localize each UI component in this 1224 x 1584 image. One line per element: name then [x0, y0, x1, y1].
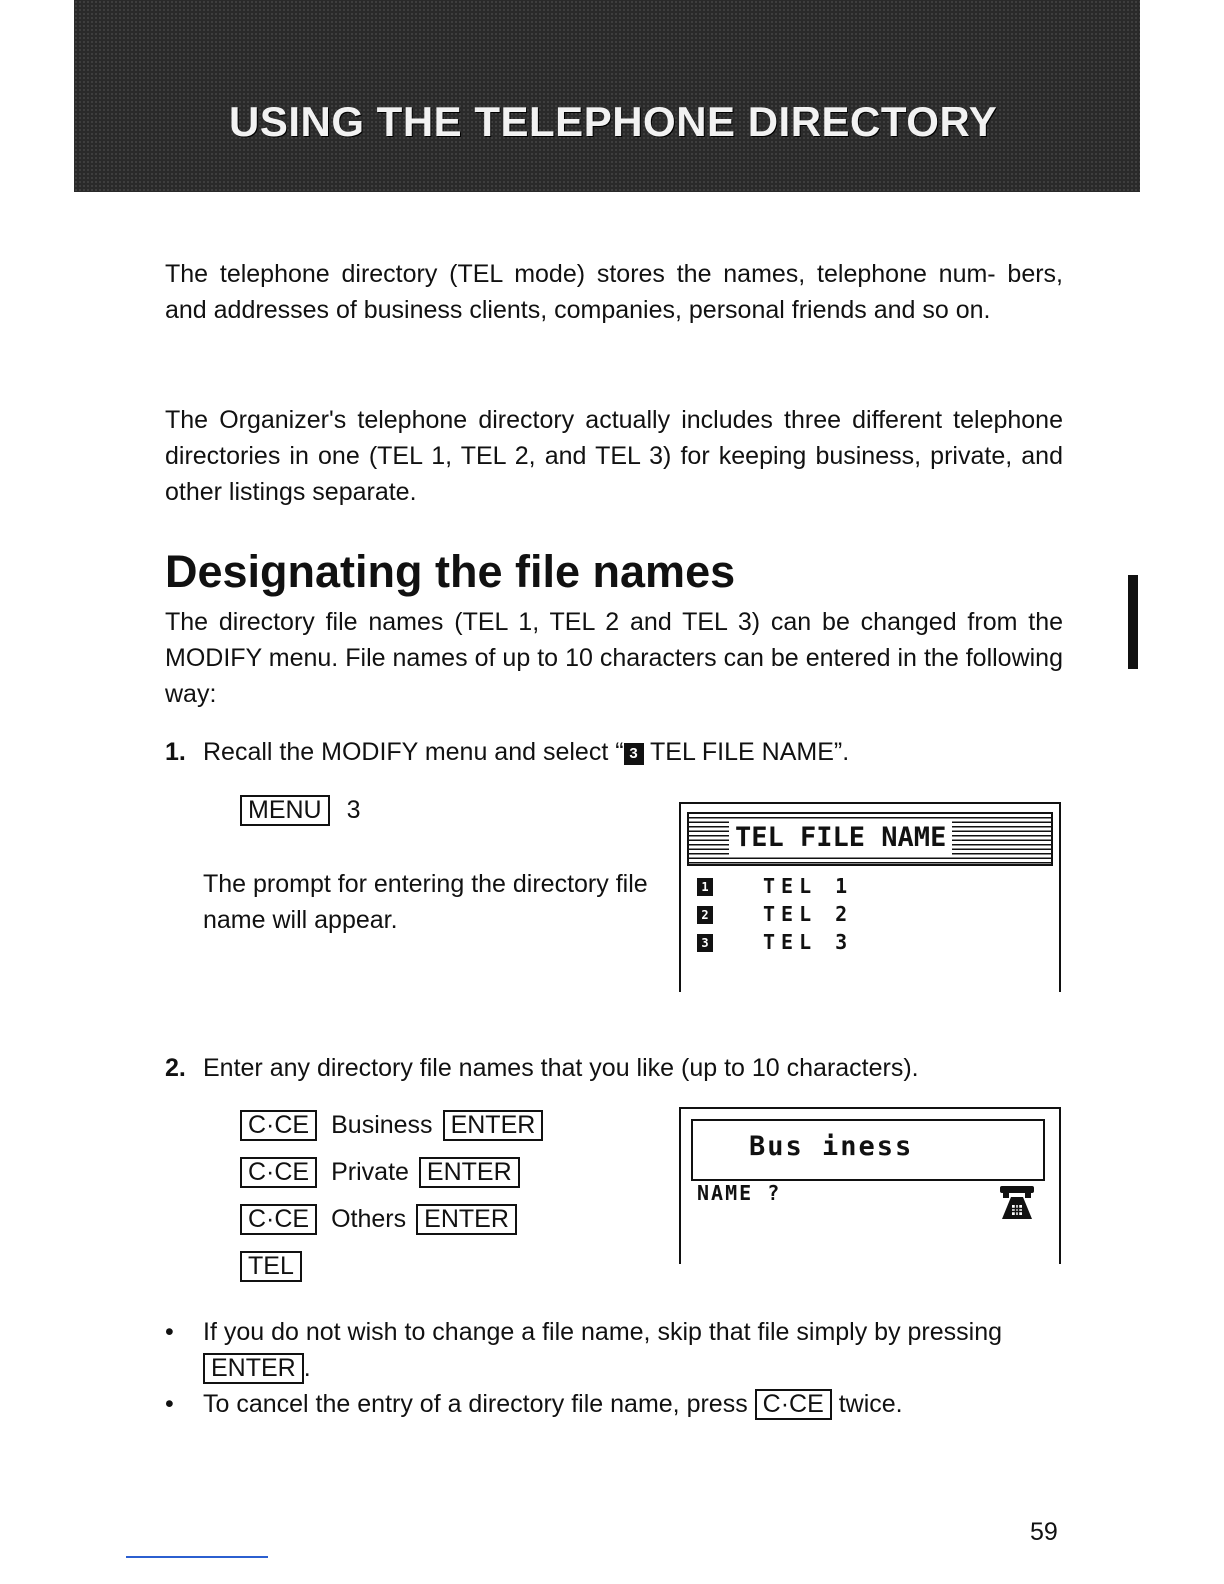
sequence-word: Private — [331, 1158, 409, 1186]
bullet-dot: • — [165, 1390, 174, 1418]
name-entry-screen — [679, 1107, 1061, 1264]
name-input-box — [691, 1119, 1045, 1181]
sequence-line-3 — [240, 1204, 517, 1235]
c-ce-key: C·CE — [240, 1110, 317, 1141]
screen-item-2 — [697, 902, 853, 928]
menu-value: 3 — [346, 796, 361, 824]
key-1-icon: 1 — [697, 878, 713, 896]
key-3-icon: 3 — [624, 743, 644, 765]
bullet-2-end: twice. — [838, 1390, 903, 1418]
step-1-text-before: Recall the MODIFY menu and select “ — [203, 738, 624, 766]
sequence-word: Business — [331, 1111, 433, 1139]
enter-key: ENTER — [443, 1110, 544, 1141]
screen-item-3 — [697, 930, 853, 956]
section-heading: Designating the file names — [165, 546, 736, 597]
screen-item-label: TEL 1 — [763, 874, 854, 898]
tel-file-name-screen — [679, 802, 1061, 992]
bullet-1-text: If you do not wish to change a file name, skip that file simply by pressing — [203, 1318, 1003, 1346]
c-ce-key: C·CE — [240, 1204, 317, 1235]
bullet-dot: • — [165, 1318, 174, 1346]
screen-item-label: TEL 2 — [763, 902, 854, 926]
c-ce-key: C·CE — [755, 1389, 832, 1420]
footer-line — [126, 1556, 268, 1558]
step-2 — [165, 1050, 919, 1086]
bullet-item-1 — [165, 1314, 1065, 1386]
bullet-item-2 — [165, 1386, 1065, 1422]
name-prompt-label: NAME ? — [697, 1181, 782, 1205]
enter-key: ENTER — [419, 1157, 520, 1188]
screen-item-1 — [697, 874, 853, 900]
c-ce-key: C·CE — [240, 1157, 317, 1188]
bullet-text — [203, 1314, 1065, 1386]
sequence-line-1 — [240, 1110, 543, 1141]
step-2-number: 2. — [165, 1054, 186, 1082]
step-1 — [165, 734, 849, 770]
key-2-icon: 2 — [697, 906, 713, 924]
margin-marker-bar — [1128, 575, 1138, 669]
page-number: 59 — [1030, 1518, 1058, 1546]
enter-key: ENTER — [203, 1353, 304, 1384]
section-paragraph: The directory file names (TEL 1, TEL 2 and TEL 3) can be changed from the MODIFY menu. File names of up to 10 characters can be entered in the following way: — [165, 608, 1063, 708]
intro-paragraph-2: The Organizer's telephone directory actually includes three different telephone directories in one (TEL 1, TEL 2, and TEL 3) for keeping business, private, and other listings separate. — [165, 406, 1063, 506]
telephone-icon — [997, 1183, 1037, 1223]
tel-key: TEL — [240, 1251, 302, 1282]
step-1-number: 1. — [165, 738, 186, 766]
name-input-value: Bus iness — [749, 1131, 914, 1162]
enter-key: ENTER — [416, 1204, 517, 1235]
sequence-line-2 — [240, 1157, 520, 1188]
step-2-text: Enter any directory file names that you like (up to 10 characters). — [203, 1054, 919, 1082]
bullet-text — [203, 1386, 1065, 1422]
sequence-line-4 — [240, 1251, 302, 1282]
title-banner — [74, 0, 1140, 192]
step-1-key-sequence — [240, 792, 360, 828]
bullet-1-end: . — [303, 1354, 311, 1382]
key-3-icon: 3 — [697, 934, 713, 952]
step-1-text-after: TEL FILE NAME”. — [643, 738, 850, 766]
screen-title-bar — [687, 812, 1053, 866]
page-title: USING THE TELEPHONE DIRECTORY — [229, 98, 998, 145]
screen-title: TEL FILE NAME — [729, 820, 952, 856]
sequence-word: Others — [331, 1205, 407, 1233]
bullet-2-text: To cancel the entry of a directory file name, press — [203, 1390, 748, 1418]
menu-key: MENU — [240, 795, 330, 826]
prompt-description: The prompt for entering the directory file name will appear. — [203, 870, 648, 934]
screen-item-label: TEL 3 — [763, 930, 854, 954]
intro-paragraph-1: The telephone directory (TEL mode) stores the names, telephone num- bers, and addresses of business clients, companies, personal friends and so on. — [165, 260, 1063, 324]
